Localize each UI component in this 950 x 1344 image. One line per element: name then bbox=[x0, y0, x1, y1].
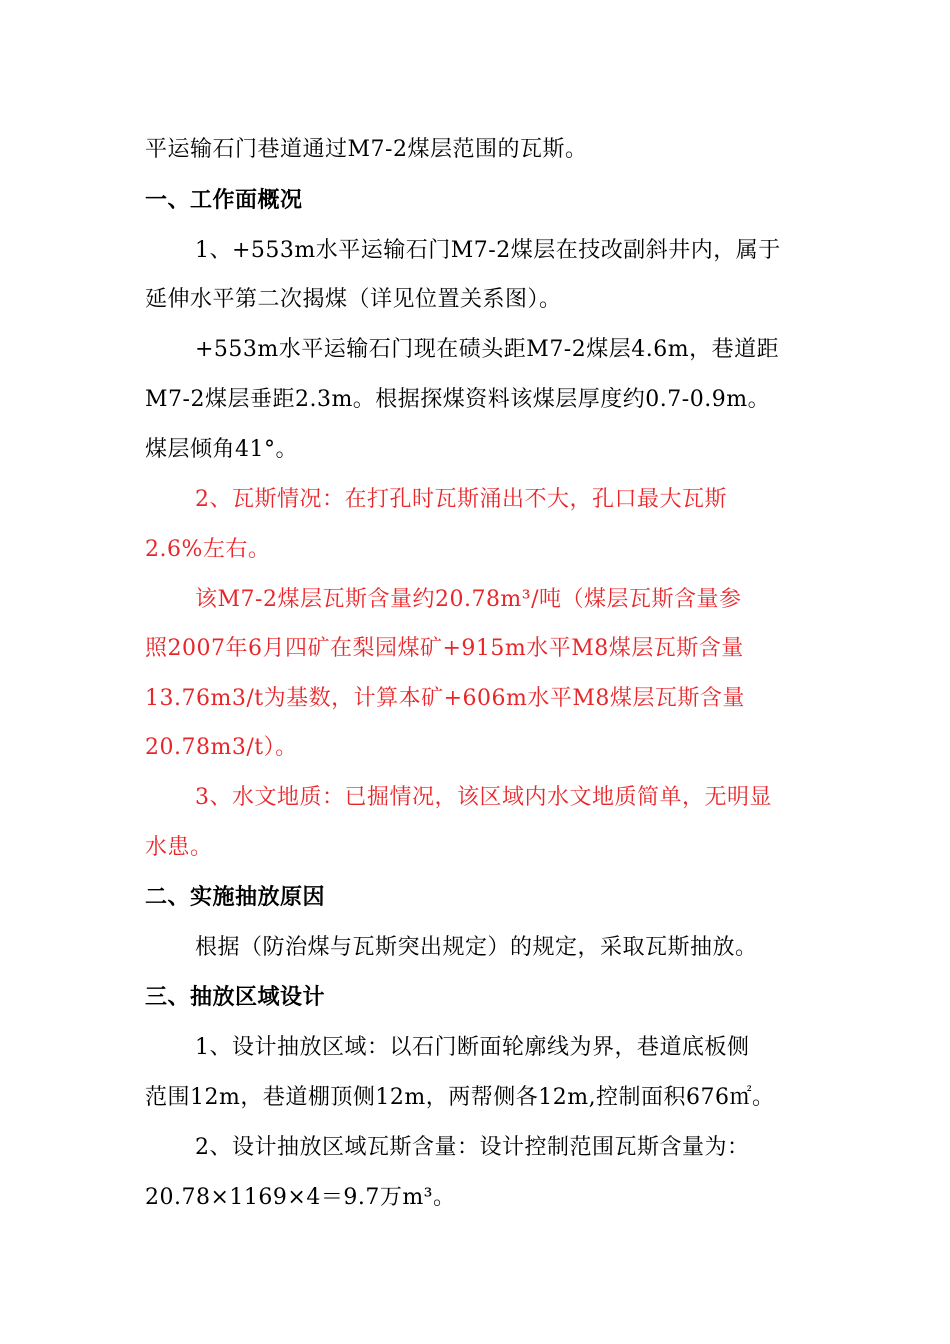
body-text-line: 延伸水平第二次揭煤（详见位置关系图）。 bbox=[145, 287, 562, 312]
section-heading-reason: 二、实施抽放原因 bbox=[145, 885, 326, 910]
highlighted-text-line: 2、瓦斯情况：在打孔时瓦斯涌出不大，孔口最大瓦斯 bbox=[195, 487, 727, 512]
highlighted-text-line: 13.76m3/t为基数，计算本矿+606m水平M8煤层瓦斯含量 bbox=[145, 686, 745, 711]
body-text-line: 根据（防治煤与瓦斯突出规定）的规定，采取瓦斯抽放。 bbox=[195, 935, 758, 960]
highlighted-text-line: 3、水文地质：已掘情况，该区域内水文地质简单，无明显 bbox=[195, 785, 772, 810]
body-text-line: 平运输石门巷道通过M7-2煤层范围的瓦斯。 bbox=[145, 137, 588, 162]
body-text-line: M7-2煤层垂距2.3m。根据探煤资料该煤层厚度约0.7-0.9m。 bbox=[145, 387, 771, 412]
highlighted-text-line: 照2007年6月四矿在梨园煤矿+915m水平M8煤层瓦斯含量 bbox=[145, 636, 744, 661]
highlighted-text-line: 水患。 bbox=[145, 835, 213, 860]
body-text-line: 20.78×1169×4＝9.7万m³。 bbox=[145, 1185, 456, 1210]
body-text-line: 2、设计抽放区域瓦斯含量：设计控制范围瓦斯含量为： bbox=[195, 1135, 750, 1160]
body-text-line: +553m水平运输石门现在碛头距M7-2煤层4.6m，巷道距 bbox=[195, 337, 780, 362]
highlighted-text-line: 2.6%左右。 bbox=[145, 537, 271, 562]
highlighted-text-line: 该M7-2煤层瓦斯含量约20.78m³/吨（煤层瓦斯含量参 bbox=[195, 587, 742, 612]
section-heading-work-face: 一、工作面概况 bbox=[145, 188, 303, 213]
section-heading-area-design: 三、抽放区域设计 bbox=[145, 985, 326, 1010]
body-text-line: 1、+553m水平运输石门M7-2煤层在技改副斜井内，属于 bbox=[195, 238, 781, 263]
body-text-line: 范围12m，巷道棚顶侧12m，两帮侧各12m,控制面积676㎡。 bbox=[145, 1085, 775, 1110]
body-text-line: 1、设计抽放区域：以石门断面轮廓线为界，巷道底板侧 bbox=[195, 1035, 750, 1060]
highlighted-text-line: 20.78m3/t）。 bbox=[145, 735, 298, 760]
body-text-line: 煤层倾角41°。 bbox=[145, 437, 298, 462]
